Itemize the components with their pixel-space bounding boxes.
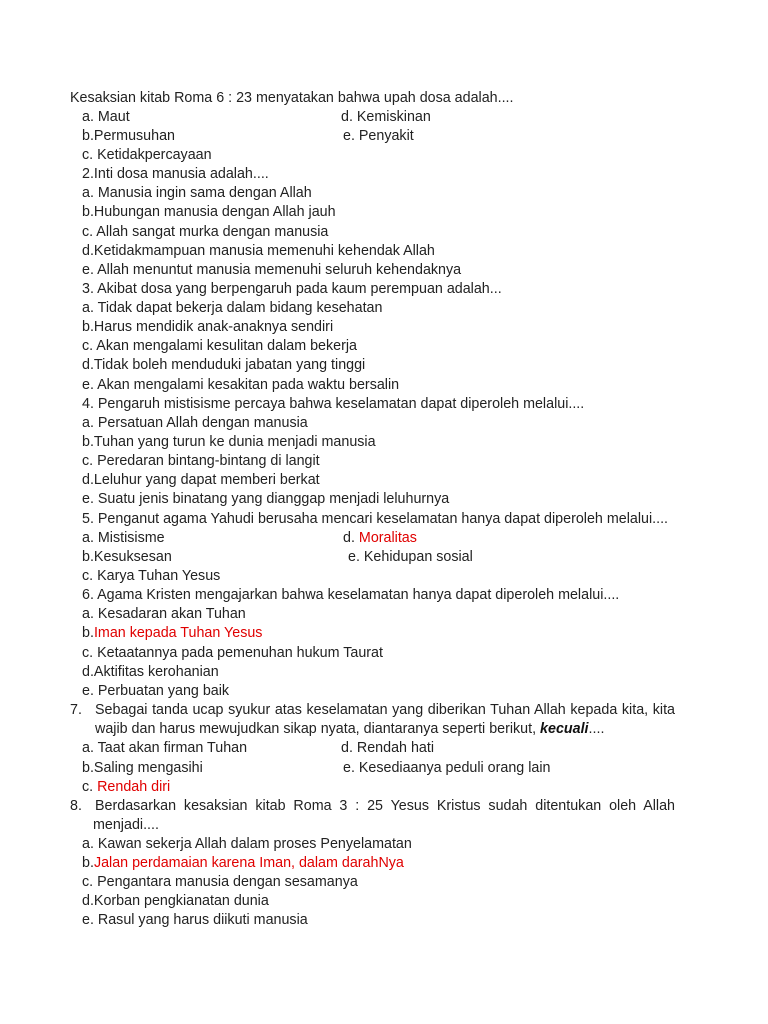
option-6a: a. Kesadaran akan Tuhan [82,606,246,622]
option-5b: b.Kesuksesan [82,549,172,565]
option-6b-label: b. [82,625,94,641]
option-3e: e. Akan mengalami kesakitan pada waktu bersalin [82,377,400,393]
option-3a: a. Tidak dapat bekerja dalam bidang kesehatan [82,300,383,316]
answer-6b: Iman kepada Tuhan Yesus [93,625,263,641]
question-7-ellipsis: .... [588,721,605,737]
option-8e: e. Rasul yang harus diikuti manusia [82,912,308,928]
question-6: 6. Agama Kristen mengajarkan bahwa keselamatan hanya dapat diperoleh melalui.... [82,587,620,603]
option-8a: a. Kawan sekerja Allah dalam proses Penyelamatan [82,836,412,852]
option-6d: d.Aktifitas kerohanian [82,664,219,680]
option-7a: a. Taat akan firman Tuhan [82,740,248,756]
option-6e: e. Perbuatan yang baik [82,683,230,699]
option-1d: d. Kemiskinan [341,109,431,125]
option-7c-label: c. [82,779,98,795]
option-7c [82,778,170,797]
question-3: 3. Akibat dosa yang berpengaruh pada kaum perempuan adalah... [82,281,502,297]
answer-5d: Moralitas [358,530,417,546]
option-2d: d.Ketidakmampuan manusia memenuhi kehendak Allah [82,243,435,259]
question-7-line-2 [95,720,604,739]
option-1e: e. Penyakit [343,128,414,144]
option-4c: c. Peredaran bintang-bintang di langit [82,453,320,469]
option-5c: c. Karya Tuhan Yesus [82,568,221,584]
question-2: 2.Inti dosa manusia adalah.... [82,166,269,182]
option-4e: e. Suatu jenis binatang yang dianggap menjadi leluhurnya [82,491,450,507]
option-5e: e. Kehidupan sosial [348,549,473,565]
option-2b: b.Hubungan manusia dengan Allah jauh [82,204,336,220]
option-3d: d.Tidak boleh menduduki jabatan yang tinggi [82,357,366,373]
option-8d: d.Korban pengkianatan dunia [82,893,269,909]
question-5: 5. Penganut agama Yahudi berusaha mencari keselamatan hanya dapat diperoleh melalui.... [82,511,669,527]
question-7-number: 7. [70,702,82,718]
option-8b [82,854,404,873]
option-3c: c. Akan mengalami kesulitan dalam bekerja [82,338,357,354]
option-4b: b.Tuhan yang turun ke dunia menjadi manusia [82,434,376,450]
option-6c: c. Ketaatannya pada pemenuhan hukum Taurat [82,645,383,661]
question-7-line-1: Sebagai tanda ucap syukur atas keselamatan yang diberikan Tuhan Allah kepada kita, kita [95,702,675,718]
question-7-text: wajib dan harus mewujudkan sikap nyata, diantaranya seperti berikut, [95,721,541,737]
option-5d-label: d. [343,530,359,546]
option-7d: d. Rendah hati [341,740,434,756]
question-1: Kesaksian kitab Roma 6 : 23 menyatakan bahwa upah dosa adalah.... [70,90,514,106]
option-8c: c. Pengantara manusia dengan sesamanya [82,874,358,890]
option-4a: a. Persatuan Allah dengan manusia [82,415,308,431]
option-7b: b.Saling mengasihi [82,760,203,776]
question-8-line-1: Berdasarkan kesaksian kitab Roma 3 : 25 Yesus Kristus sudah ditentukan oleh Allah [95,798,675,814]
option-6b [82,624,262,643]
option-5d [343,529,417,548]
option-2e: e. Allah menuntut manusia memenuhi seluruh kehendaknya [82,262,462,278]
option-7e: e. Kesediaanya peduli orang lain [343,760,551,776]
answer-7c: Rendah diri [97,779,171,795]
option-1c: c. Ketidakpercayaan [82,147,212,163]
question-8-number: 8. [70,798,82,814]
option-2c: c. Allah sangat murka dengan manusia [82,224,329,240]
option-1b: b.Permusuhan [82,128,175,144]
option-2a: a. Manusia ingin sama dengan Allah [82,185,312,201]
option-5a: a. Mistisisme [82,530,165,546]
option-8b-label: b. [82,855,94,871]
option-3b: b.Harus mendidik anak-anaknya sendiri [82,319,334,335]
option-4d: d.Leluhur yang dapat memberi berkat [82,472,320,488]
question-8-line-2: menjadi.... [93,817,159,833]
option-1a: a. Maut [82,109,130,125]
question-4: 4. Pengaruh mistisisme percaya bahwa keselamatan dapat diperoleh melalui.... [82,396,585,412]
answer-8b: Jalan perdamaian karena Iman, dalam darahNya [93,855,404,871]
kecuali-emphasis: kecuali [540,721,589,737]
